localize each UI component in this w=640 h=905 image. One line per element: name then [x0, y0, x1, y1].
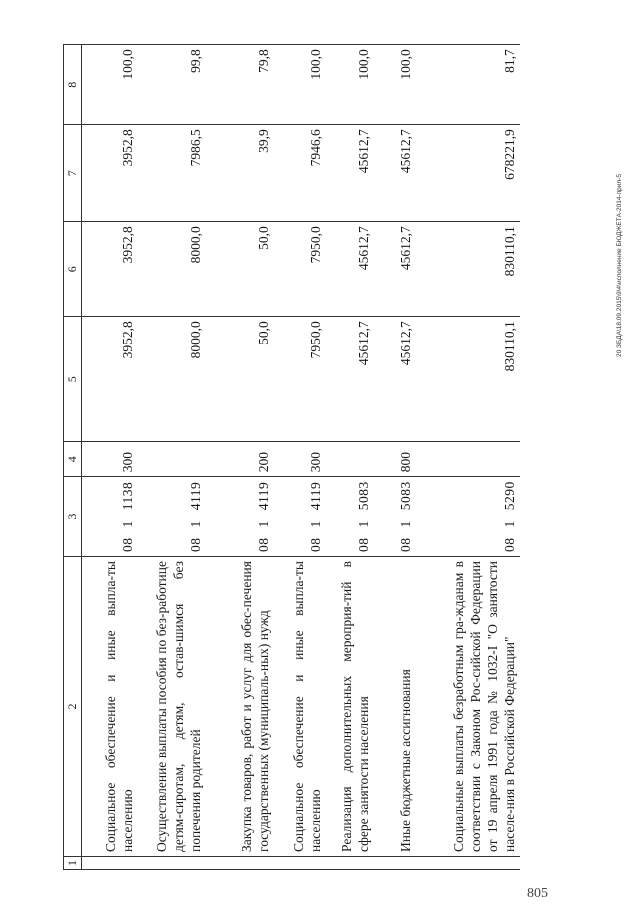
value-col7: 45612,7 — [326, 125, 374, 222]
section-code: 08 — [501, 537, 517, 552]
row-code — [138, 477, 206, 557]
header-cell-2: 2 — [64, 557, 82, 857]
value-col8: 99,8 — [138, 45, 206, 125]
subsection-code: 1 — [255, 520, 271, 528]
header-cell-3: 3 — [64, 477, 82, 557]
row-description: Иные бюджетные ассигнования — [374, 557, 416, 857]
target-code: 5083 — [397, 481, 413, 511]
table-row — [326, 45, 374, 870]
subsection-code: 1 — [307, 520, 323, 528]
table-row — [138, 45, 206, 870]
value-col6: 3952,8 — [82, 222, 138, 317]
blank-cell — [374, 857, 416, 870]
blank-cell — [138, 857, 206, 870]
value-col6: 8000,0 — [138, 222, 206, 317]
row-code — [326, 477, 374, 557]
target-code: 5290 — [501, 481, 517, 511]
expense-type: 300 — [274, 442, 326, 477]
section-code: 08 — [255, 537, 271, 552]
value-col8: 100,0 — [374, 45, 416, 125]
subsection-code: 1 — [501, 520, 517, 528]
table-row — [374, 45, 416, 870]
row-description: Осуществление выплаты пособия по без-работице детям-сиротам, детям, остав-шимся без попечения родителей — [138, 557, 206, 857]
expense-type: 300 — [82, 442, 138, 477]
value-col7: 45612,7 — [374, 125, 416, 222]
value-col6: 7950,0 — [274, 222, 326, 317]
header-cell-4: 4 — [64, 442, 82, 477]
blank-cell — [274, 857, 326, 870]
value-col7: 39,9 — [206, 125, 274, 222]
value-col5: 45612,7 — [374, 317, 416, 442]
subsection-code: 1 — [397, 520, 413, 528]
row-code — [206, 477, 274, 557]
subsection-code: 1 — [355, 520, 371, 528]
header-cell-5: 5 — [64, 317, 82, 442]
expense-type — [138, 442, 206, 477]
expense-type: 800 — [374, 442, 416, 477]
row-description: Закупка товаров, работ и услуг для обес-печения государственных (муниципаль-ных) нужд — [206, 557, 274, 857]
value-col6: 830110,1 — [416, 222, 520, 317]
blank-cell — [326, 857, 374, 870]
section-code: 08 — [307, 537, 323, 552]
table-row — [82, 45, 138, 870]
section-code: 08 — [119, 537, 135, 552]
target-code: 5083 — [355, 481, 371, 511]
file-path-note: 20 ЗБДА\18.09.2015\9\4\исполнение БЮДЖЕТА-2014-прил-5 — [616, 174, 623, 357]
value-col8: 100,0 — [326, 45, 374, 125]
value-col6: 50,0 — [206, 222, 274, 317]
row-description: Социальное обеспечение и иные выпла-ты населению — [82, 557, 138, 857]
table-row — [206, 45, 274, 870]
row-code — [374, 477, 416, 557]
row-description: Социальные выплаты безработным гра-жданам в соответствии с Законом Рос-сийской Федерации от 19 апреля 1991 года № 1032-I "О занятости населе-ния в Российской Федерации" — [416, 557, 520, 857]
section-code: 08 — [355, 537, 371, 552]
header-cell-8: 8 — [64, 45, 82, 125]
section-code: 08 — [187, 537, 203, 552]
value-col7: 7986,5 — [138, 125, 206, 222]
expense-type — [416, 442, 520, 477]
header-row — [64, 45, 82, 870]
subsection-code: 1 — [119, 520, 135, 528]
table-row — [416, 45, 520, 870]
target-code: 1138 — [119, 481, 135, 511]
target-code: 4119 — [307, 481, 323, 511]
value-col8: 79,8 — [206, 45, 274, 125]
blank-cell — [82, 857, 138, 870]
row-code — [274, 477, 326, 557]
expense-type — [326, 442, 374, 477]
target-code: 4119 — [255, 481, 271, 511]
header-cell-7: 7 — [64, 125, 82, 222]
value-col8: 81,7 — [416, 45, 520, 125]
blank-cell — [206, 857, 274, 870]
row-code — [416, 477, 520, 557]
table-row — [274, 45, 326, 870]
value-col6: 45612,7 — [326, 222, 374, 317]
row-description: Социальное обеспечение и иные выпла-ты населению — [274, 557, 326, 857]
budget-table — [63, 44, 520, 870]
row-code — [82, 477, 138, 557]
target-code: 4119 — [187, 481, 203, 511]
blank-cell — [416, 857, 520, 870]
value-col7: 678221,9 — [416, 125, 520, 222]
value-col7: 7946,6 — [274, 125, 326, 222]
value-col5: 45612,7 — [326, 317, 374, 442]
row-description: Реализация дополнительных мероприя-тий в сфере занятости населения — [326, 557, 374, 857]
value-col7: 3952,8 — [82, 125, 138, 222]
value-col5: 7950,0 — [274, 317, 326, 442]
value-col5: 50,0 — [206, 317, 274, 442]
value-col5: 830110,1 — [416, 317, 520, 442]
section-code: 08 — [397, 537, 413, 552]
expense-type: 200 — [206, 442, 274, 477]
header-cell-6: 6 — [64, 222, 82, 317]
page-number: 805 — [527, 886, 548, 901]
value-col5: 8000,0 — [138, 317, 206, 442]
header-cell-1: 1 — [64, 857, 82, 870]
value-col8: 100,0 — [274, 45, 326, 125]
value-col5: 3952,8 — [82, 317, 138, 442]
value-col8: 100,0 — [82, 45, 138, 125]
value-col6: 45612,7 — [374, 222, 416, 317]
subsection-code: 1 — [187, 520, 203, 528]
